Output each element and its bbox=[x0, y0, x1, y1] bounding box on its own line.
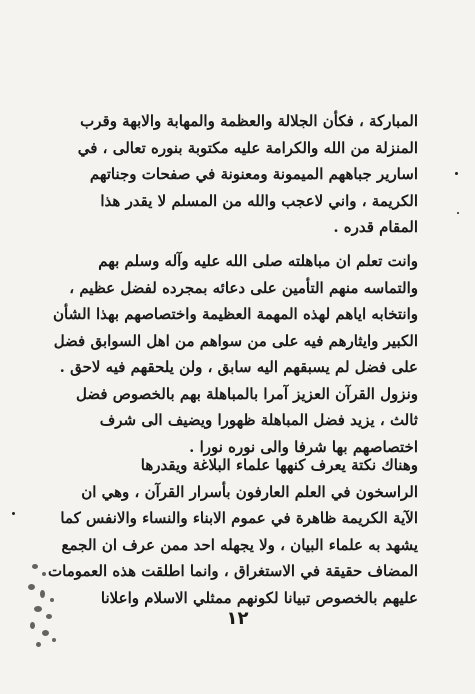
text-line: المباركة ، فكأن الجلالة والعظمة والمهابة والابهة وقرب bbox=[80, 112, 418, 130]
scan-speck bbox=[457, 212, 459, 214]
page-number: ١٢ bbox=[226, 608, 249, 629]
scan-smudge bbox=[22, 560, 68, 650]
scan-speck bbox=[455, 172, 458, 175]
text-line: الآية الكريمة ظاهرة في عموم الابناء والنساء والانفس كما bbox=[60, 509, 418, 527]
text-line: وانت تعلم ان مباهلته صلى الله عليه وآله وسلم بهم bbox=[98, 252, 418, 270]
text-line: المضاف حقيقة في الاستغراق ، وانما اطلقت هذه العمومات bbox=[48, 562, 418, 580]
text-line: يشهد به علماء البيان ، ولا يجهله احد ممن عرف ان الجمع bbox=[61, 535, 418, 554]
text-line: اسارير جباههم الميمونة ومعنونة في صفحات وجناتهم bbox=[89, 165, 418, 183]
text-line: الراسخون في العلم العارفون بأسرار القرآن ، وهي ان bbox=[81, 482, 418, 501]
text-line: المنزلة من الله والكرامة عليه مكتوبة بنوره تعالى ، في bbox=[77, 138, 418, 157]
text-line: والتماسه منهم التأمين على دعائه بمجرده لفضل عظيم ، bbox=[69, 278, 418, 297]
paragraph-3 bbox=[48, 452, 418, 611]
paragraph-2 bbox=[53, 248, 418, 460]
text-line: وانتخابه اياهم لهذه المهمة العظيمة واختصاصهم بهذا الشأن bbox=[53, 305, 418, 323]
text-line: اختصاصهم بها شرفا والى نوره نورا . bbox=[189, 437, 418, 456]
text-line: الكبير وايثارهم فيه على من سواهم من اهل السوابق فضل bbox=[53, 331, 418, 350]
text-line: الكريمة ، واني لاعجب والله من المسلم لا يقدر هذا bbox=[100, 191, 418, 210]
text-line: المقام قدره . bbox=[333, 218, 418, 236]
text-line: عليهم بالخصوص تبيانا لكونهم ممثلي الاسلام واعلانا bbox=[100, 588, 418, 607]
text-line: ثالث ، يزيد فضل المباهلة ظهورا ويضيف الى شرف bbox=[99, 411, 418, 429]
text-line: ونزول القرآن العزيز آمرا بالمباهلة بهم بالخصوص فضل bbox=[75, 384, 418, 403]
text-line: على فضل لم يسبقهم اليه سابق ، ولن يلحقهم فيه لاحق . bbox=[59, 358, 418, 376]
scan-speck bbox=[12, 512, 15, 515]
paragraph-1 bbox=[77, 108, 418, 241]
text-line: وهناك نكتة يعرف كنهها علماء البلاغة ويقدرها bbox=[140, 456, 418, 474]
